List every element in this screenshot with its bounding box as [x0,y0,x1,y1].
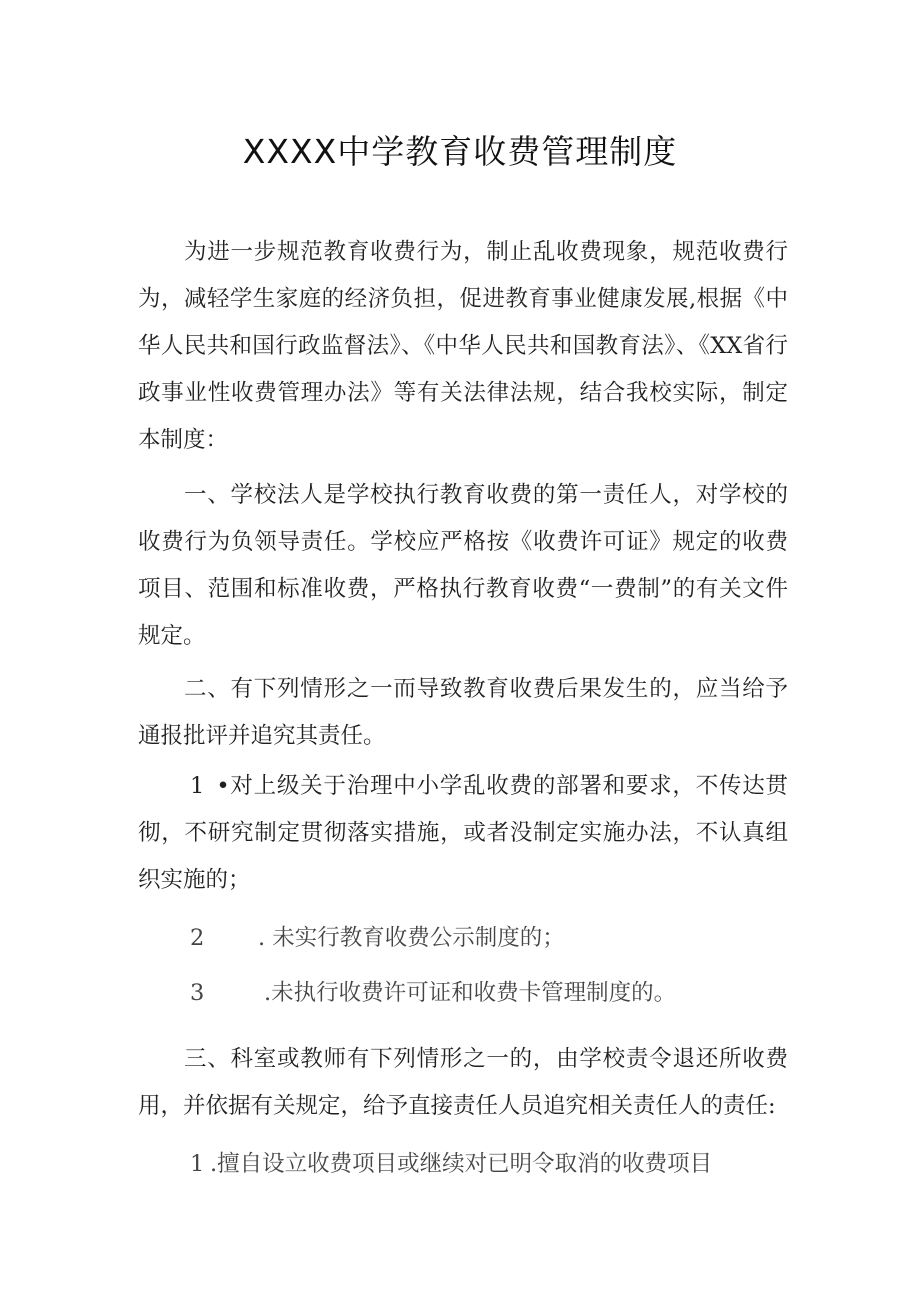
item-text: •对上级关于治理中小学乱收费的部署和要求，不传达贯彻，不研究制定贯彻落实措施，或者没制定实施办法，不认真组织实施的； [138,773,788,893]
item-text: .未执行收费许可证和收费卡管理制度的。 [264,980,677,1006]
section-3-item-1 [190,1141,712,1188]
section-2-item-3 [190,970,676,1017]
section-2-item-2 [190,915,565,962]
section-3-paragraph: 三、科室或教师有下列情形之一的，由学校责令退还所收费用，并依据有关规定，给予直接责任人员追究相关责任人的责任: [138,1046,788,1119]
item-number: 1 [190,773,205,799]
document-title: XXXX中学教育收费管理制度 [242,132,678,171]
section-2-paragraph: 二、有下列情形之一而导致教育收费后果发生的，应当给予通报批评并追究其责任。 [138,676,788,749]
section-1-paragraph: 一、学校法人是学校执行教育收费的第一责任人，对学校的收费行为负领导责任。学校应严格按《收费许可证》规定的收费项目、范围和标准收费，严格执行教育收费“一费制”的有关文件规定。 [138,482,788,649]
item-number: 1 [190,1151,205,1177]
section-2-item-1 [138,763,788,904]
item-number: 3 [190,980,205,1006]
intro-paragraph: 为进一步规范教育收费行为，制止乱收费现象，规范收费行为，减轻学生家庭的经济负担，促进教育事业健康发展,根据《中华人民共和国行政监督法》、《中华人民共和国教育法》、《XX省行政事业性收费管理办法》等有关法律法规，结合我校实际，制定本制度： [138,239,788,453]
item-text: .擅自设立收费项目或继续对已明令取消的收费项目 [210,1151,713,1177]
item-number: 2 [190,925,205,951]
item-text: . 未实行教育收费公示制度的； [258,925,565,951]
